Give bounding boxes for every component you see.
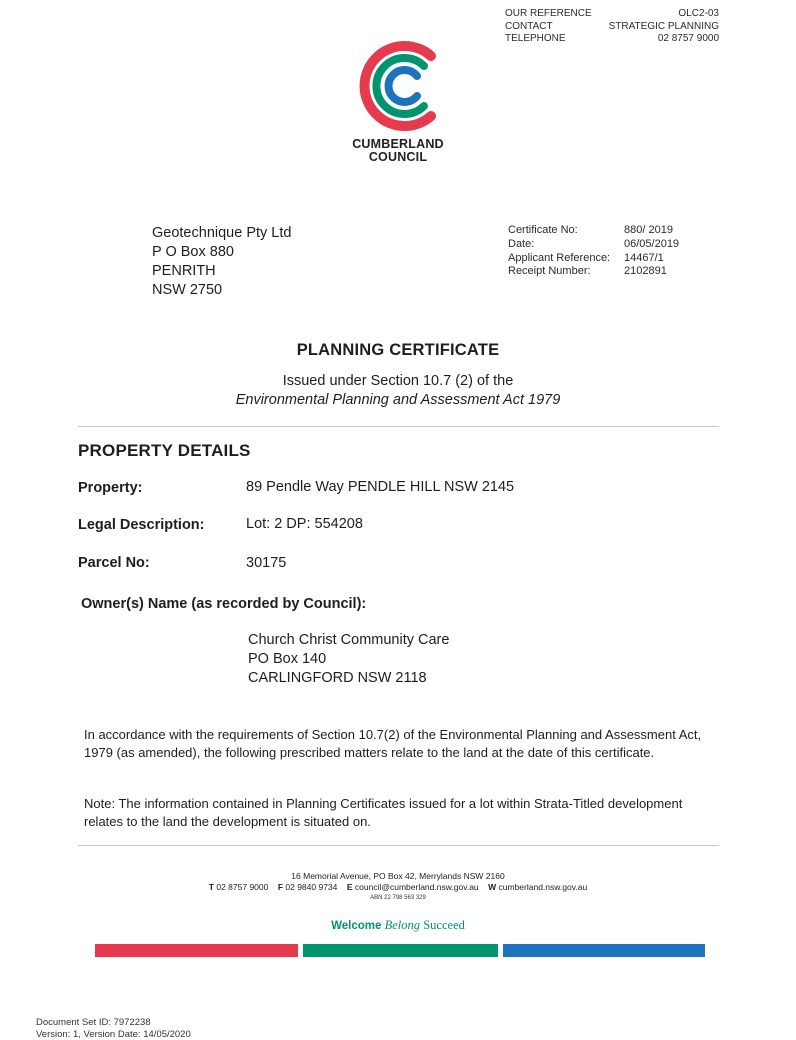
parcel-value: 30175 — [246, 555, 286, 571]
reference-value: OLC2-03 — [678, 8, 719, 21]
telephone-label: TELEPHONE — [505, 33, 566, 46]
tagline-belong: Belong — [385, 918, 420, 932]
meta-label: Certificate No: — [508, 224, 624, 238]
contact-label: CONTACT — [505, 21, 553, 34]
reference-label: OUR REFERENCE — [505, 8, 592, 21]
meta-value: 880/ 2019 — [624, 224, 673, 238]
footer-phone-label: T — [209, 882, 214, 892]
tagline-welcome: Welcome — [331, 920, 381, 932]
legal-description-label: Legal Description: — [78, 517, 205, 533]
meta-label: Applicant Reference: — [508, 252, 624, 266]
footer-email-label: E — [347, 882, 353, 892]
telephone-row — [505, 33, 719, 46]
applicant-reference-row — [508, 252, 679, 266]
certificate-no-row — [508, 224, 679, 238]
reference-row — [505, 8, 719, 21]
footer-contact — [0, 882, 796, 893]
owner-line: Church Christ Community Care — [248, 631, 449, 650]
footer-bar-blue — [503, 944, 705, 957]
addressee-line: NSW 2750 — [152, 281, 291, 300]
subtitle-line-1: Issued under Section 10.7 (2) of the — [0, 372, 796, 391]
council-logo-icon — [353, 38, 443, 134]
footer-bar-red — [95, 944, 298, 957]
owner-heading: Owner(s) Name (as recorded by Council): — [81, 596, 366, 612]
logo-line-1: CUMBERLAND — [346, 138, 450, 151]
addressee-line: Geotechnique Pty Ltd — [152, 224, 291, 243]
certificate-meta — [508, 224, 679, 279]
logo-line-2: COUNCIL — [346, 151, 450, 164]
property-label: Property: — [78, 480, 142, 496]
council-tagline — [0, 918, 796, 933]
footer-fax: 02 9840 9734 — [285, 882, 337, 892]
owner-line: PO Box 140 — [248, 650, 449, 669]
document-set-info — [36, 1017, 191, 1040]
owner-line: CARLINGFORD NSW 2118 — [248, 669, 449, 688]
document-title: PLANNING CERTIFICATE — [0, 341, 796, 360]
strata-note-paragraph: Note: The information contained in Planning Certificates issued for a lot within Strata-Titled development relates to the land the development is situated on. — [84, 795, 724, 830]
date-row — [508, 238, 679, 252]
meta-value: 06/05/2019 — [624, 238, 679, 252]
document-subtitle — [0, 372, 796, 410]
addressee-line: PENRITH — [152, 262, 291, 281]
reference-block — [505, 8, 719, 46]
parcel-label: Parcel No: — [78, 555, 150, 571]
contact-row — [505, 21, 719, 34]
receipt-number-row — [508, 265, 679, 279]
document-version: Version: 1, Version Date: 14/05/2020 — [36, 1029, 191, 1040]
footer-abn: ABN 22 798 563 329 — [0, 894, 796, 902]
document-set-id: Document Set ID: 7972238 — [36, 1017, 191, 1029]
property-value: 89 Pendle Way PENDLE HILL NSW 2145 — [246, 479, 514, 495]
meta-value: 2102891 — [624, 265, 667, 279]
telephone-value: 02 8757 9000 — [658, 33, 719, 46]
footer-email: council@cumberland.nsw.gov.au — [355, 882, 479, 892]
council-logo — [346, 38, 450, 164]
tagline-succeed: Succeed — [423, 918, 465, 932]
meta-label: Date: — [508, 238, 624, 252]
subtitle-act-name: Environmental Planning and Assessment Act 1979 — [236, 392, 561, 408]
footer-divider — [78, 845, 719, 846]
footer-fax-label: F — [278, 882, 283, 892]
property-details-heading: PROPERTY DETAILS — [78, 441, 251, 461]
legal-description-value: Lot: 2 DP: 554208 — [246, 516, 363, 532]
owner-block — [248, 631, 449, 688]
accordance-paragraph: In accordance with the requirements of Section 10.7(2) of the Environmental Planning and Assessment Act, 1979 (as amended), the following prescribed matters relate to the land at the date of this certificate. — [84, 726, 724, 761]
addressee-line: P O Box 880 — [152, 243, 291, 262]
meta-label: Receipt Number: — [508, 265, 624, 279]
footer-address: 16 Memorial Avenue, PO Box 42, Merrylands NSW 2160 — [0, 871, 796, 882]
divider — [78, 426, 719, 427]
footer-website: cumberland.nsw.gov.au — [499, 882, 588, 892]
addressee-block — [152, 224, 291, 300]
footer-web-label: W — [488, 882, 496, 892]
footer-bar-green — [303, 944, 498, 957]
meta-value: 14467/1 — [624, 252, 664, 266]
footer-phone: 02 8757 9000 — [216, 882, 268, 892]
contact-value: STRATEGIC PLANNING — [609, 21, 719, 34]
